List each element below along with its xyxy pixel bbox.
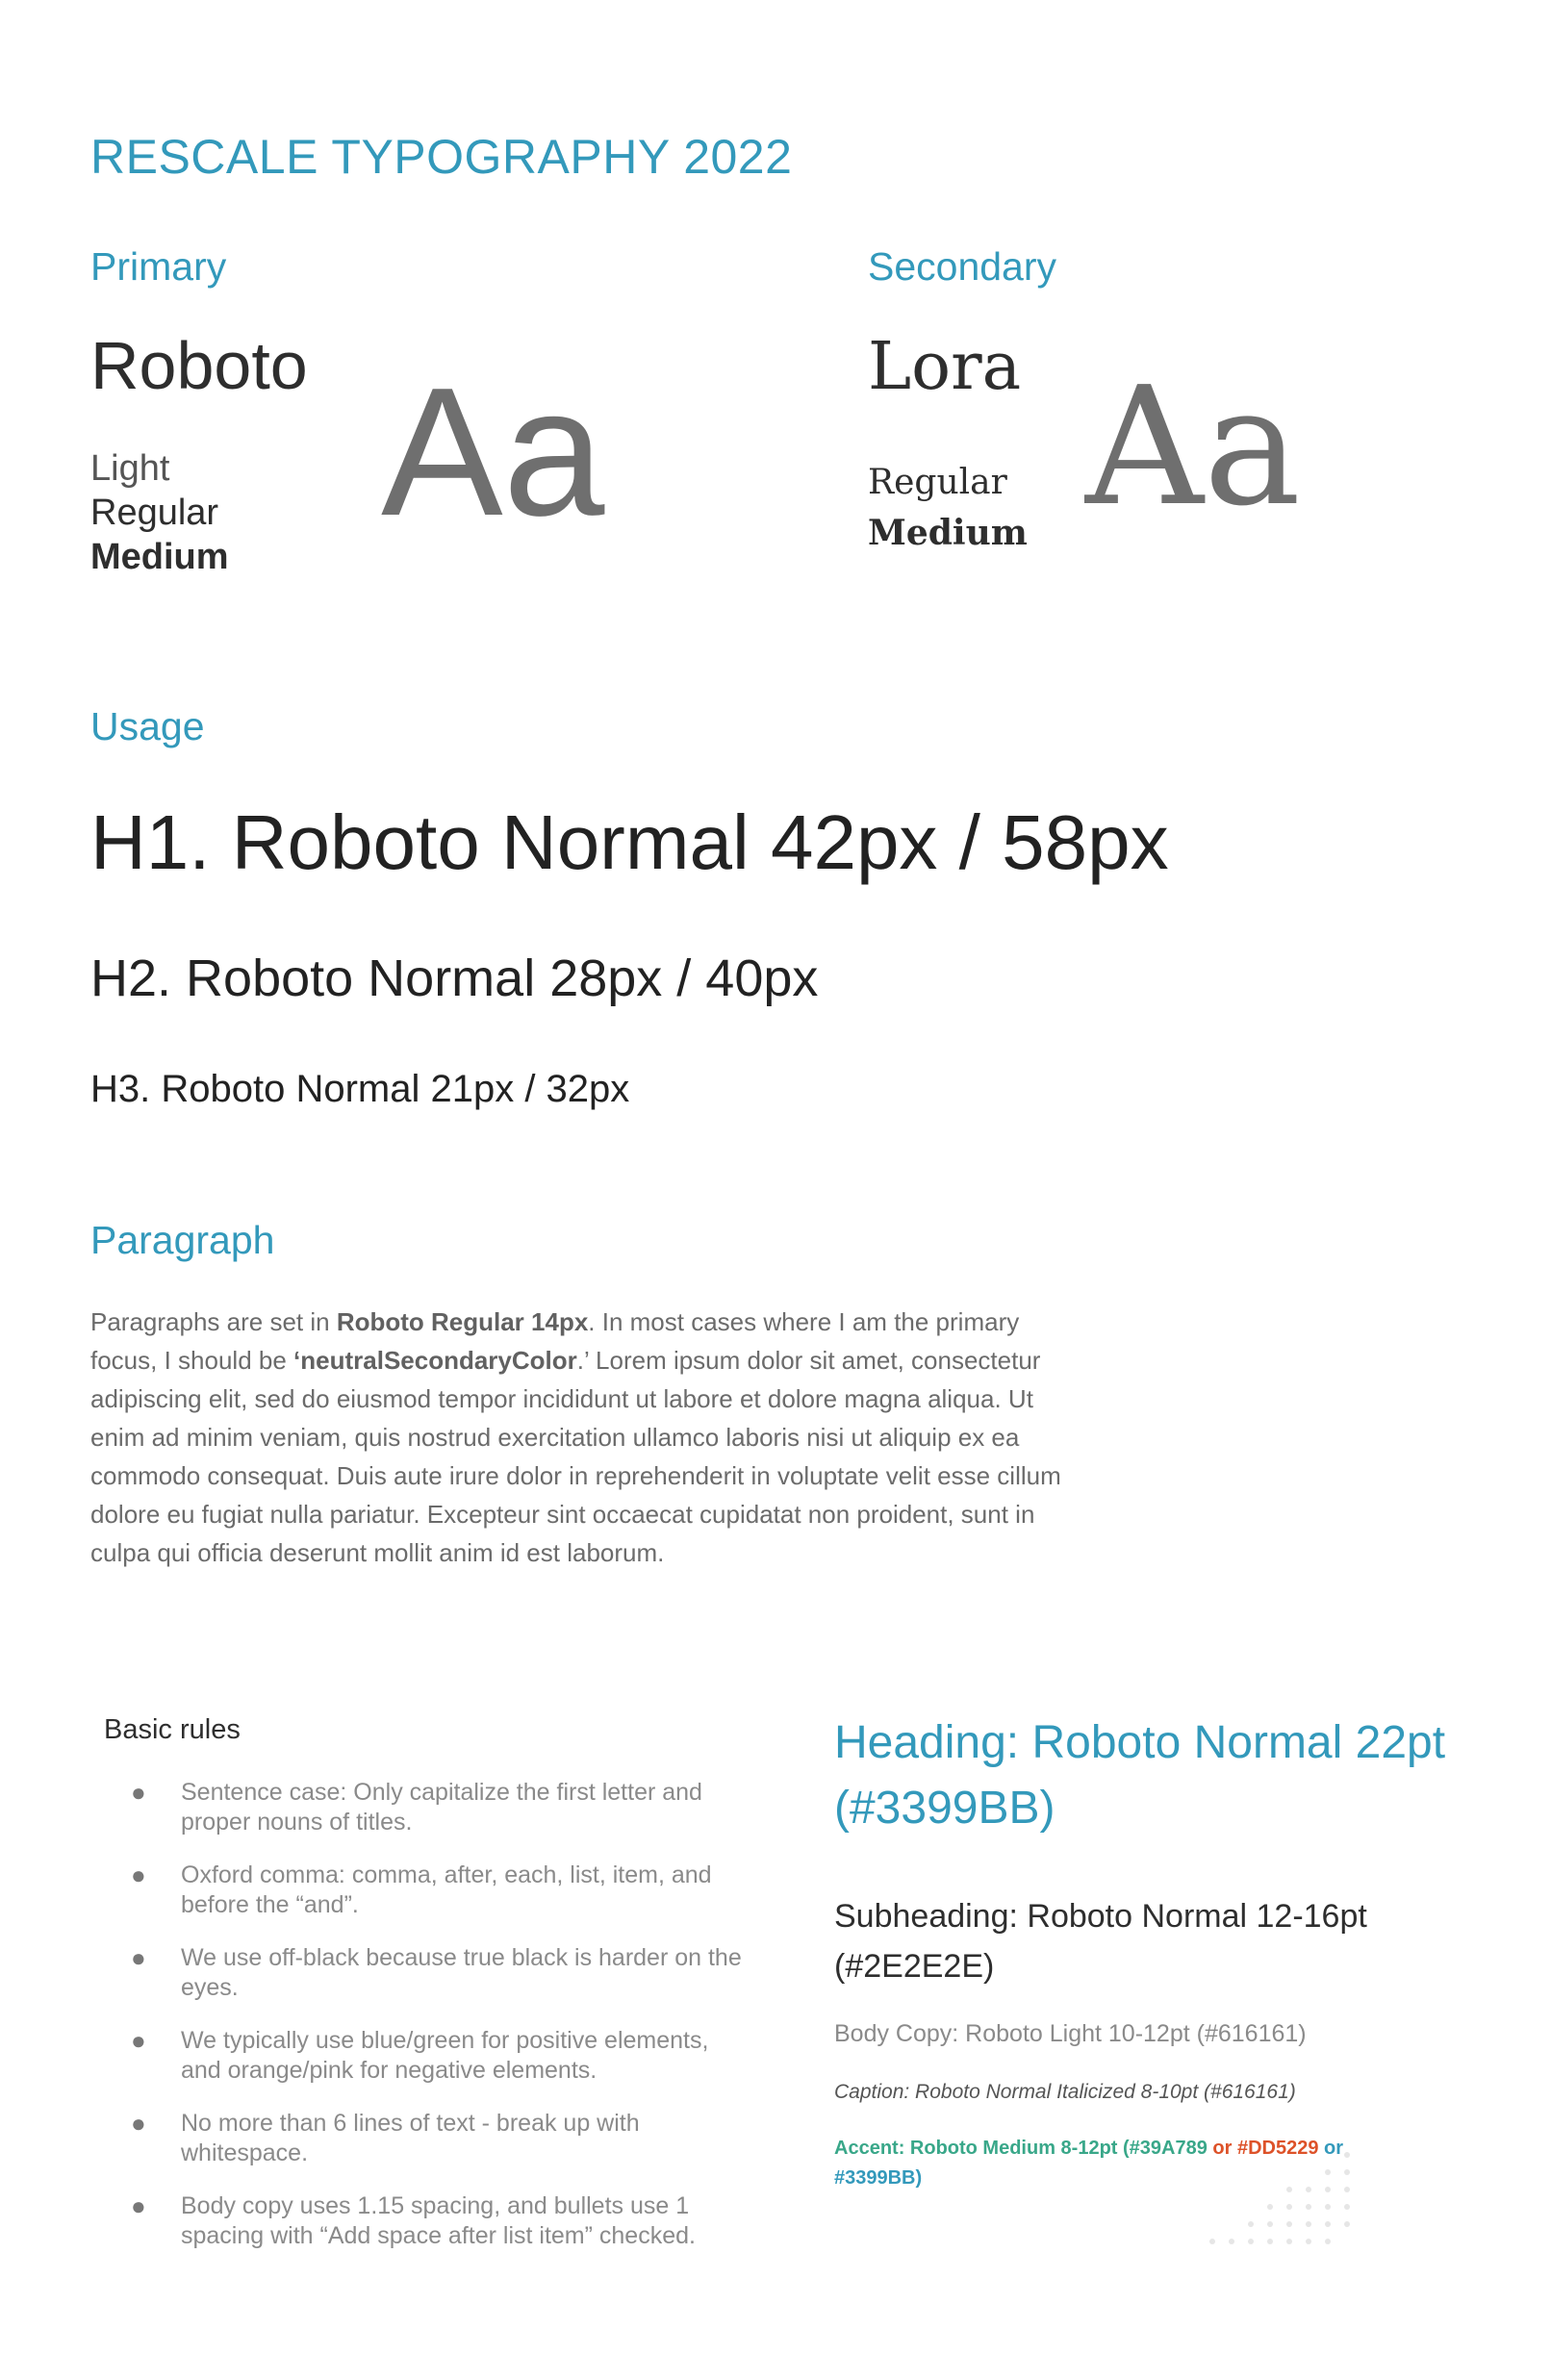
accent-or: or — [1207, 2138, 1237, 2159]
bullet-icon: ● — [131, 2026, 146, 2055]
list-item — [131, 2191, 747, 2251]
rule-text: We typically use blue/green for positive elements, and orange/pink for negative elements. — [181, 2027, 709, 2084]
primary-weight-regular: Regular — [90, 493, 219, 533]
secondary-weights — [868, 458, 1028, 558]
accent-text-blue: or #3399BB) — [834, 2138, 1344, 2189]
body-copy-spec: Body Copy: Roboto Light 10-12pt (#616161) — [834, 2020, 1307, 2047]
secondary-font-name: Lora — [868, 329, 1022, 405]
paragraph-text-3: .’ Lorem ipsum dolor sit amet, consectetur adipiscing elit, sed do eiusmod tempor incididunt ut labore et dolore magna aliqua. Ut enim ad minim veniam, quis nostrud exercitation ullamco laboris nisi ut aliquip ex ea commodo consequat. Duis aute irure dolor in reprehenderit in voluptate velit esse cillum dolore eu fugiat nulla pariatur. Excepteur sint occaecat cupidatat non proident, sunt in culpa qui officia deserunt mollit anim id est laborum. — [90, 1346, 1061, 1567]
rule-text: Body copy uses 1.15 spacing, and bullets use 1 spacing with “Add space after list item” checked. — [181, 2192, 696, 2249]
primary-label: Primary — [90, 244, 227, 289]
decorative-dot-pattern — [1183, 2145, 1376, 2270]
list-item — [131, 1943, 747, 2003]
primary-weights — [90, 446, 229, 579]
paragraph-text-2: . In most cases where I am the primary focus, I should be — [90, 1307, 1020, 1375]
accent-text-red: #DD5229 — [1236, 2138, 1319, 2159]
usage-h2-sample: H2. Roboto Normal 28px / 40px — [90, 949, 819, 1007]
bullet-icon: ● — [131, 1943, 146, 1972]
primary-weight-medium: Medium — [90, 537, 229, 577]
list-item — [131, 2026, 747, 2086]
subheading-spec: Subheading: Roboto Normal 12-16pt (#2E2E2E) — [834, 1898, 1367, 1985]
paragraph-label: Paragraph — [90, 1218, 275, 1262]
page-title: RESCALE TYPOGRAPHY 2022 — [90, 130, 793, 184]
primary-font-name: Roboto — [90, 328, 308, 403]
primary-sample: Aa — [381, 350, 605, 554]
secondary-weight-regular: Regular — [868, 463, 1007, 502]
rule-text: Oxford comma: comma, after, each, list, item, and before the “and”. — [181, 1861, 712, 1918]
rule-text: Sentence case: Only capitalize the first letter and proper nouns of titles. — [181, 1779, 702, 1836]
rule-text: No more than 6 lines of text - break up with whitespace. — [181, 2110, 640, 2166]
bullet-icon: ● — [131, 2191, 146, 2220]
usage-label: Usage — [90, 704, 205, 748]
heading-spec: Heading: Roboto Normal 22pt (#3399BB) — [834, 1717, 1446, 1834]
paragraph-bold-1: Roboto Regular 14px — [336, 1307, 589, 1336]
usage-h1-sample: H1. Roboto Normal 42px / 58px — [90, 799, 1169, 885]
usage-h3-sample: H3. Roboto Normal 21px / 32px — [90, 1068, 630, 1110]
paragraph-bold-2: ‘neutralSecondaryColor — [293, 1346, 577, 1375]
caption-spec: Caption: Roboto Normal Italicized 8-10pt (#616161) — [834, 2081, 1296, 2103]
bullet-icon: ● — [131, 1778, 146, 1807]
paragraph-text-1: Paragraphs are set in — [90, 1307, 337, 1336]
list-item — [131, 2109, 747, 2168]
secondary-label: Secondary — [868, 244, 1057, 289]
bullet-icon: ● — [131, 1861, 146, 1889]
paragraph-body — [90, 1303, 1072, 1572]
accent-text-green: Accent: Roboto Medium 8-12pt (#39A789 — [834, 2138, 1208, 2159]
secondary-sample: Aa — [1085, 352, 1302, 543]
secondary-weight-medium: Medium — [868, 513, 1028, 553]
list-item — [131, 1778, 747, 1837]
list-item — [131, 1861, 747, 1920]
basic-rules-list — [131, 1778, 747, 2274]
rule-text: We use off-black because true black is harder on the eyes. — [181, 1944, 742, 2001]
primary-weight-light: Light — [90, 448, 170, 489]
basic-rules-title: Basic rules — [104, 1714, 241, 1745]
bullet-icon: ● — [131, 2109, 146, 2138]
